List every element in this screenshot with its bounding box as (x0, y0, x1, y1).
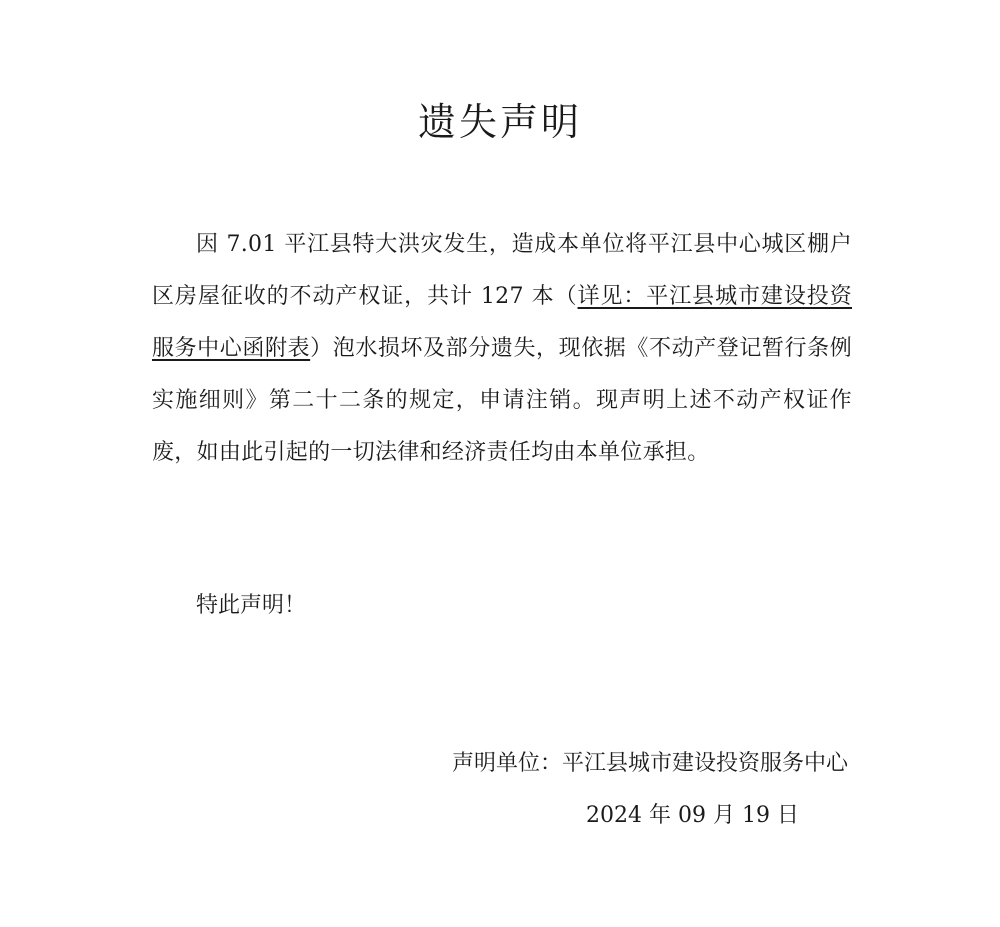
document-title: 遗失声明 (417, 100, 582, 144)
signature-date: 2024 年 09 月 19 日 (586, 803, 799, 828)
statement-body-part-2: ）泡水损坏及部分遗失，现依据《不动产登记暂行条例实施细则》第二十二条的规定，申请注销。现声明上述不动产权证作废，如由此引起的一切法律和经济责任均由本单位承担。 (152, 336, 853, 465)
statement-body-underlined-reference: 详见：平江县城市建设投资服务中心函附表 (152, 284, 853, 361)
signature-organization: 声明单位：平江县城市建设投资服务中心 (451, 751, 848, 776)
closing-statement: 特此声明！ (196, 593, 307, 618)
statement-body-part-1: 因 7.01 平江县特大洪灾发生，造成本单位将平江县中心城区棚户区房屋征收的不动产权证，共计 127 本（ (152, 232, 852, 309)
statement-body (152, 219, 852, 479)
